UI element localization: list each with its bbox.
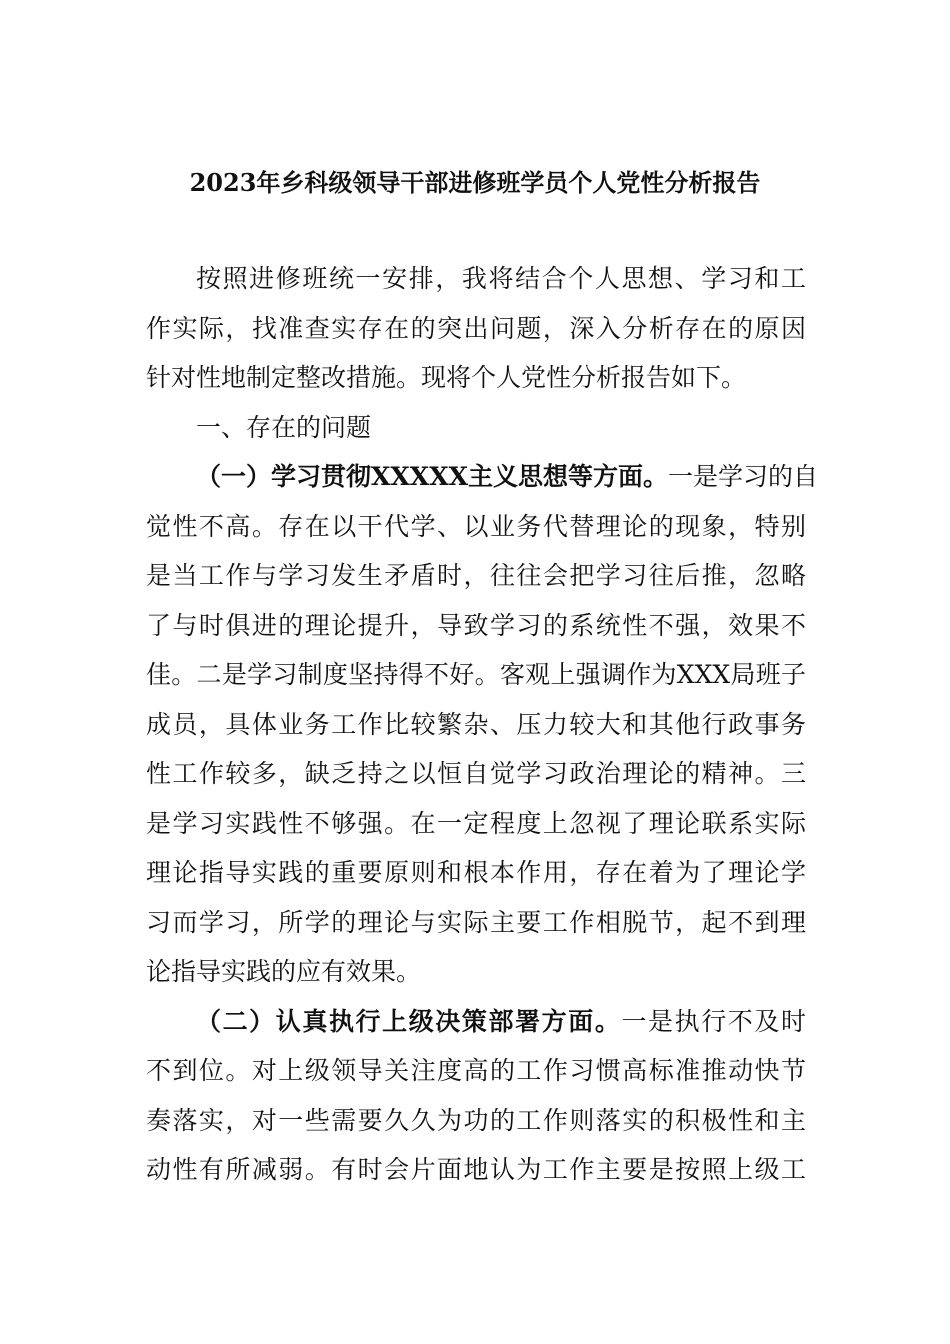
item1-line: 佳。二是学习制度坚持得不好。客观上强调作为XXX局班子 (146, 660, 806, 689)
item2-first-rest: 一是执行不及时 (621, 1006, 806, 1036)
item1-line: 性工作较多，缺乏持之以恒自觉学习政治理论的精神。三 (146, 759, 806, 788)
item1-first-rest: 一是学习的自 (668, 462, 819, 491)
document-title: 2023年乡科级领导干部进修班学员个人党性分析报告 (189, 168, 761, 197)
item1-line: 是学习实践性不够强。在一定程度上忽视了理论联系实际 (146, 808, 806, 838)
item1-bold-lead: （一）学习贯彻XXXXX主义思想等方面。 (196, 462, 668, 491)
document-body (146, 254, 819, 1195)
item1-line: 觉性不高。存在以干代学、以业务代替理论的现象，特别 (146, 511, 806, 541)
item1-line: 了与时俱进的理论提升，导致学习的系统性不强，效果不 (146, 610, 806, 640)
section-heading: 一、存在的问题 (196, 412, 372, 442)
intro-line: 按照进修班统一安排，我将结合个人思想、学习和工 (196, 264, 806, 293)
item1-line: 习而学习，所学的理论与实际主要工作相脱节，起不到理 (146, 907, 806, 937)
item2-line: 奏落实，对一些需要久久为功的工作则落实的积极性和主 (146, 1105, 806, 1135)
item1-line: 是当工作与学习发生矛盾时，往往会把学习往后推，忽略 (146, 561, 806, 590)
intro-line: 针对性地制定整改措施。现将个人党性分析报告如下。 (146, 363, 747, 392)
item1-line: 理论指导实践的重要原则和根本作用，存在着为了理论学 (146, 858, 806, 887)
item1-line: 成员，具体业务工作比较繁杂、压力较大和其他行政事务 (146, 709, 806, 739)
item2-first-line (146, 997, 806, 1047)
item2-line: 动性有所减弱。有时会片面地认为工作主要是按照上级工 (146, 1155, 806, 1184)
item1-line: 论指导实践的应有效果。 (146, 957, 422, 986)
item2-bold-lead: （二）认真执行上级决策部署方面。 (196, 1006, 622, 1036)
item1-first-line (146, 452, 819, 502)
intro-line: 作实际，找准查实存在的突出问题，深入分析存在的原因 (146, 313, 806, 343)
item2-line: 不到位。对上级领导关注度高的工作习惯高标准推动快节 (146, 1056, 806, 1085)
